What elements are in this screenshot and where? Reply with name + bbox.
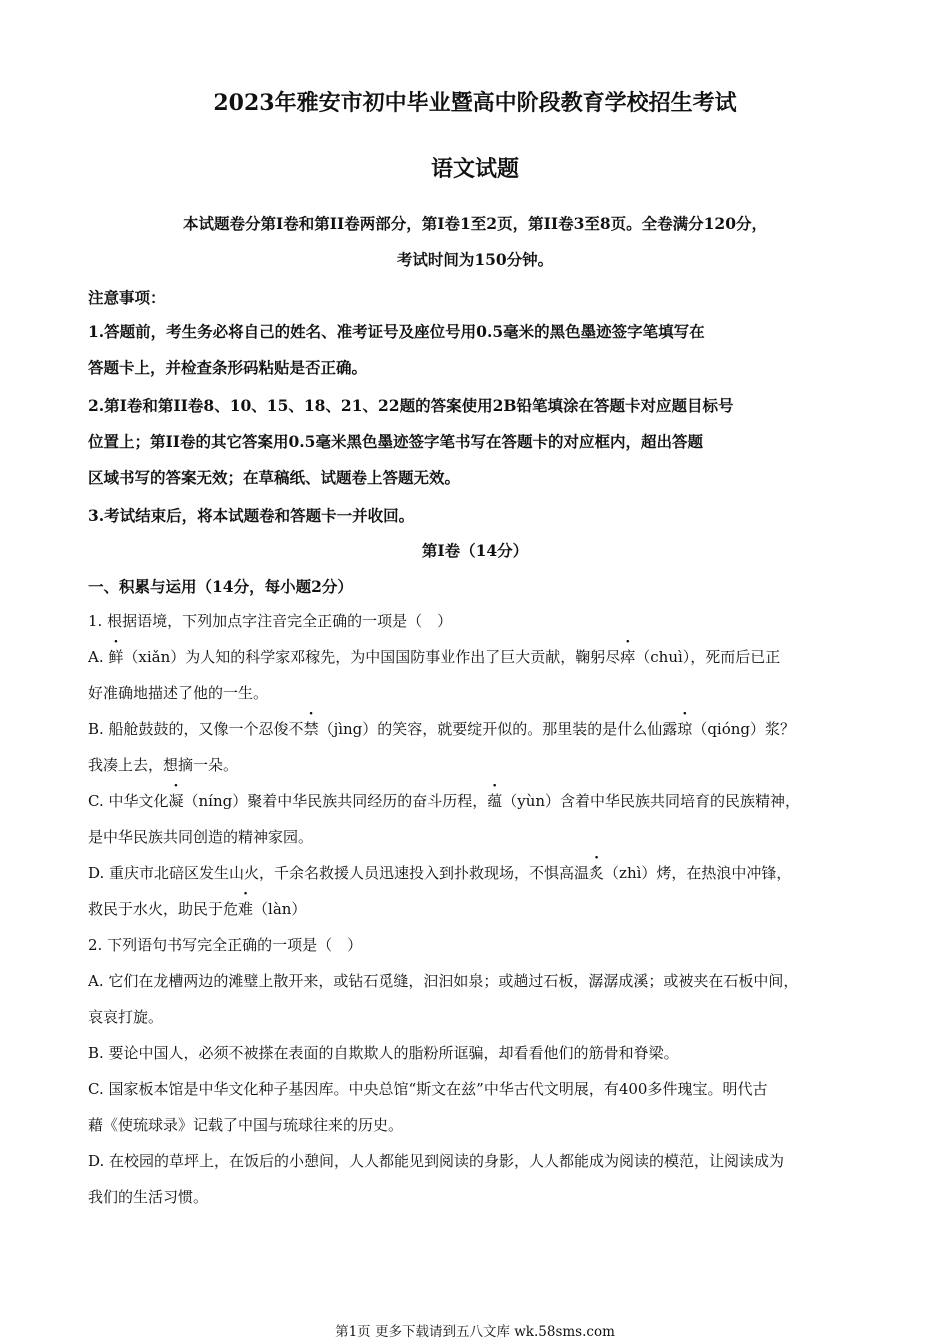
q1-option-a-line-2: 好准确地描述了他的一生。 [88, 684, 269, 702]
q1-option-c-line-2: 是中华民族共同创造的精神家园。 [88, 828, 314, 846]
q2-option-d-line-2: 我们的生活习惯。 [88, 1188, 209, 1206]
intro-line-1: 本试题卷分第Ⅰ卷和第II卷两部分，第Ⅰ卷1至2页，第II卷3至8页。全卷满分120分， [183, 214, 767, 233]
q1-d-dotted-2: 难 [238, 900, 254, 918]
q2-option-c-line-1: C. 国家板本馆是中华文化种子基因库。中央总馆“斯文在兹”中华古代文明展，有400多件瑰宝。明代古 [88, 1080, 768, 1098]
q1-b-mid: （jìng）的笑容，就要绽开似的。那里装的是什么仙露 [318, 720, 678, 738]
q1-option-b [88, 718, 795, 739]
q1-option-d-line-2 [88, 898, 306, 919]
q1-d-l2-pre: 救民于水火，助民于危 [88, 900, 239, 918]
intro-line-2: 考试时间为150分钟。 [396, 250, 554, 269]
q1-a-post: （chuì），死而后已正 [635, 648, 781, 666]
q1-c-post: （yùn）含着中华民族共同培育的民族精神， [502, 792, 801, 810]
q1-d-dotted-1: 炙 [589, 864, 605, 882]
q2-stem: 2. 下列语句书写完全正确的一项是（ ） [88, 936, 363, 954]
q1-stem: 1. 根据语境，下列加点字注音完全正确的一项是（ ） [88, 612, 453, 630]
q1-option-d [88, 862, 791, 883]
q1-c-dotted-1: 凝 [168, 792, 184, 810]
note-1-line-1: 1.答题前，考生务必将自己的姓名、准考证号及座位号用0.5毫米的黑色墨迹签字笔填写在 [88, 322, 705, 341]
q1-d-post: （zhì）烤，在热浪中冲锋， [604, 864, 792, 882]
notes-heading: 注意事项： [88, 288, 166, 307]
q1-a-dotted-1: 鲜 [108, 648, 124, 666]
q1-b-pre: B. 船舱鼓鼓的，又像一个忍俊不 [88, 720, 304, 738]
page-footer: 第1页 更多下载请到五八文库 wk.58sms.com [335, 1324, 615, 1340]
note-1-line-2: 答题卡上，并检查条形码粘贴是否正确。 [88, 358, 368, 377]
q2-option-a-line-2: 哀哀打旋。 [88, 1008, 164, 1026]
q2-option-c-line-2: 藉《使琉球录》记载了中国与琉球往来的历史。 [88, 1116, 404, 1134]
section-heading: 一、积累与运用（14分，每小题2分） [88, 577, 353, 596]
q1-option-a [88, 646, 780, 667]
note-2-line-2: 位置上；第II卷的其它答案用0.5毫米黑色墨迹签字笔书写在答题卡的对应框内，超出答题 [88, 432, 703, 451]
note-2-line-1: 2.第Ⅰ卷和第II卷8、10、15、18、21、22题的答案使用2B铅笔填涂在答题卡对应题目标号 [88, 396, 734, 415]
q2-option-a-line-1: A. 它们在龙槽两边的滩璧上散开来，或钻石觅缝，汩汩如泉；或趟过石板，潺潺成溪；或被夹在石板中间， [88, 972, 799, 990]
part-title: 第Ⅰ卷（14分） [421, 541, 529, 560]
q1-a-pre: A. [88, 648, 109, 666]
q1-c-mid: （níng）聚着中华民族共同经历的奋斗历程， [183, 792, 488, 810]
q1-a-mid: （xiǎn）为人知的科学家邓稼先，为中国国防事业作出了巨大贡献，鞠躬尽 [123, 648, 621, 666]
q1-d-pre: D. 重庆市北碚区发生山火，千余名救援人员迅速投入到扑救现场，不惧高温 [88, 864, 590, 882]
q1-option-c [88, 790, 800, 811]
q1-option-b-line-2: 我凑上去，想摘一朵。 [88, 756, 239, 774]
q2-option-b: B. 要论中国人，必须不被搽在表面的自欺欺人的脂粉所诓骗，却看看他们的筋骨和脊梁。 [88, 1044, 679, 1062]
q1-c-pre: C. 中华文化 [88, 792, 169, 810]
q1-c-dotted-2: 蕴 [487, 792, 503, 810]
note-2-line-3: 区域书写的答案无效；在草稿纸、试题卷上答题无效。 [88, 468, 461, 487]
q1-d-l2-post: （làn） [253, 900, 307, 918]
q1-a-dotted-2: 瘁 [620, 648, 636, 666]
q2-option-d-line-1: D. 在校园的草坪上，在饭后的小憩间，人人都能见到阅读的身影，人人都能成为阅读的模范，让阅读成为 [88, 1152, 785, 1170]
exam-title: 2023年雅安市初中毕业暨高中阶段教育学校招生考试 [213, 90, 737, 116]
exam-subtitle: 语文试题 [430, 156, 519, 182]
q1-b-post: （qióng）浆？ [692, 720, 796, 738]
note-3: 3.考试结束后，将本试题卷和答题卡一并收回。 [88, 506, 415, 525]
q1-b-dotted-2: 琼 [677, 720, 693, 738]
q1-b-dotted-1: 禁 [303, 720, 319, 738]
